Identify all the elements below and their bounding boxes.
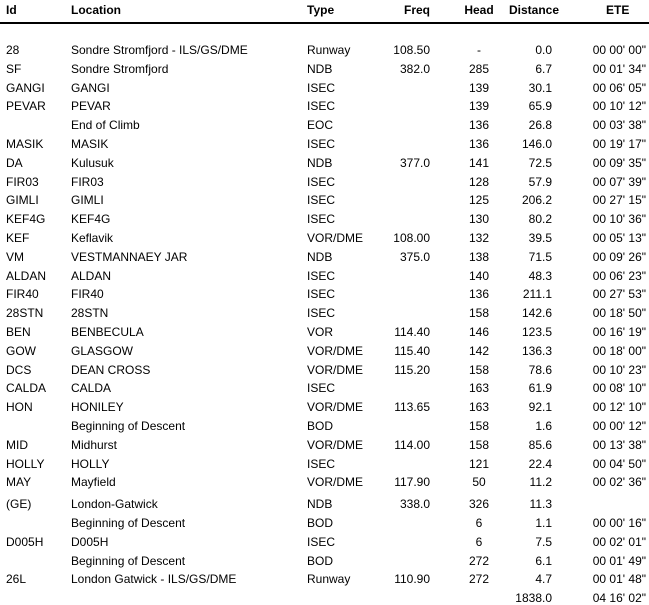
cell-location: GIMLI <box>71 193 104 208</box>
cell-ete: 00 18' 50" <box>592 306 646 321</box>
column-header-freq[interactable]: Freq <box>403 3 430 17</box>
cell-id: 28STN <box>6 306 44 321</box>
table-row[interactable] <box>0 135 649 154</box>
cell-id: BEN <box>6 324 31 339</box>
cell-location: HONILEY <box>71 400 124 415</box>
table-row[interactable] <box>0 533 649 552</box>
cell-distance: 206.2 <box>521 193 552 208</box>
cell-type: VOR/DME <box>307 230 364 245</box>
cell-ete: 00 18' 00" <box>592 343 646 358</box>
cell-id: SF <box>6 61 22 76</box>
cell-heading: 130 <box>468 212 490 227</box>
cell-freq: 113.65 <box>394 400 430 415</box>
cell-heading: 272 <box>468 553 490 568</box>
cell-heading: 139 <box>468 99 490 114</box>
table-row[interactable] <box>0 570 649 589</box>
cell-heading: 132 <box>468 230 490 245</box>
cell-type: VOR/DME <box>307 475 364 490</box>
cell-heading: 136 <box>468 118 490 133</box>
cell-type: VOR <box>307 324 334 339</box>
cell-heading: 272 <box>468 572 490 587</box>
cell-id: MAY <box>6 475 32 490</box>
cell-distance: 61.9 <box>528 381 552 396</box>
table-row[interactable] <box>0 191 649 210</box>
table-row[interactable] <box>0 285 649 304</box>
cell-type: ISEC <box>307 381 336 396</box>
cell-type: VOR/DME <box>307 400 364 415</box>
cell-location: Beginning of Descent <box>71 515 186 530</box>
cell-heading: 140 <box>468 268 490 283</box>
table-row[interactable] <box>0 60 649 79</box>
cell-location: Midhurst <box>71 437 118 452</box>
cell-heading: 326 <box>468 497 490 512</box>
cell-type: ISEC <box>307 456 336 471</box>
cell-heading: 125 <box>468 193 490 208</box>
table-row[interactable] <box>0 398 649 417</box>
table-row[interactable] <box>0 267 649 286</box>
table-row[interactable] <box>0 417 649 436</box>
cell-distance: 1.1 <box>535 515 552 530</box>
cell-heading: 139 <box>468 80 490 95</box>
cell-heading: 158 <box>468 437 490 452</box>
table-row[interactable] <box>0 342 649 361</box>
cell-type: BOD <box>307 515 334 530</box>
cell-location: Mayfield <box>71 475 116 490</box>
cell-freq: 114.00 <box>394 437 430 452</box>
cell-ete: 00 02' 01" <box>592 534 646 549</box>
cell-id: ALDAN <box>6 268 47 283</box>
cell-ete: 00 19' 17" <box>592 136 646 151</box>
cell-type: BOD <box>307 553 334 568</box>
table-row[interactable] <box>0 304 649 323</box>
column-header-ete[interactable]: ETE <box>606 3 630 17</box>
cell-ete: 00 02' 36" <box>592 475 646 490</box>
cell-freq: 375.0 <box>399 249 430 264</box>
cell-heading: 141 <box>468 155 490 170</box>
cell-location: DEAN CROSS <box>71 362 151 377</box>
cell-type: ISEC <box>307 174 336 189</box>
table-row[interactable] <box>0 79 649 98</box>
cell-heading: 142 <box>468 343 490 358</box>
cell-location: CALDA <box>71 381 112 396</box>
cell-distance: 142.6 <box>521 306 552 321</box>
table-row[interactable] <box>0 116 649 135</box>
cell-distance: 11.2 <box>529 475 552 490</box>
table-row[interactable] <box>0 323 649 342</box>
cell-id: PEVAR <box>6 99 46 114</box>
cell-location: HOLLY <box>71 456 110 471</box>
cell-id: KEF4G <box>6 212 46 227</box>
cell-ete: 00 01' 34" <box>592 61 646 76</box>
cell-freq: 110.90 <box>394 572 430 587</box>
cell-ete: 00 13' 38" <box>592 437 646 452</box>
cell-freq: 115.40 <box>394 343 430 358</box>
cell-location: VESTMANNAEY JAR <box>71 249 188 264</box>
cell-id: 26L <box>6 572 27 587</box>
cell-id: HOLLY <box>6 456 45 471</box>
cell-id: DA <box>6 155 23 170</box>
total-distance: 1838.0 <box>515 591 552 605</box>
cell-ete: 00 27' 15" <box>592 193 646 208</box>
cell-ete: 00 10' 23" <box>592 362 646 377</box>
cell-heading: 285 <box>468 61 490 76</box>
cell-location: GANGI <box>71 80 110 95</box>
cell-ete: 00 07' 39" <box>592 174 646 189</box>
cell-ete: 00 10' 12" <box>592 99 646 114</box>
cell-distance: 6.7 <box>535 61 552 76</box>
cell-ete: 00 16' 19" <box>592 324 646 339</box>
table-row[interactable] <box>0 361 649 380</box>
cell-location: FIR40 <box>71 287 104 302</box>
cell-location: GLASGOW <box>71 343 134 358</box>
cell-distance: 65.9 <box>528 99 552 114</box>
cell-distance: 6.1 <box>535 553 552 568</box>
cell-distance: 57.9 <box>528 174 552 189</box>
cell-freq: 108.50 <box>393 43 430 57</box>
cell-type: NDB <box>307 61 333 76</box>
cell-type: ISEC <box>307 287 336 302</box>
cell-type: Runway <box>307 43 351 57</box>
cell-type: ISEC <box>307 212 336 227</box>
cell-location: London Gatwick - ILS/GS/DME <box>71 572 237 587</box>
table-row[interactable] <box>0 210 649 229</box>
cell-location: 28STN <box>71 306 109 321</box>
cell-id: (GE) <box>6 497 32 512</box>
cell-distance: 80.2 <box>528 212 552 227</box>
cell-id: HON <box>6 400 33 415</box>
cell-id: GIMLI <box>6 193 39 208</box>
cell-id: GANGI <box>6 80 45 95</box>
table-row[interactable] <box>0 436 649 455</box>
cell-ete: 00 00' 12" <box>592 418 646 433</box>
cell-freq: 114.40 <box>394 324 430 339</box>
header-divider <box>0 22 649 24</box>
cell-type: ISEC <box>307 136 336 151</box>
table-row[interactable] <box>0 473 649 492</box>
cell-location: Beginning of Descent <box>71 418 186 433</box>
cell-distance: 85.6 <box>528 437 552 452</box>
cell-id: FIR03 <box>6 174 39 189</box>
cell-type: ISEC <box>307 193 336 208</box>
cell-location: PEVAR <box>71 99 111 114</box>
cell-location: End of Climb <box>71 118 140 133</box>
cell-distance: 92.1 <box>528 400 552 415</box>
cell-heading: 146 <box>468 324 490 339</box>
cell-ete: 00 05' 13" <box>592 230 646 245</box>
total-ete: 04 16' 02" <box>592 591 646 605</box>
cell-distance: 136.3 <box>521 343 552 358</box>
table-row[interactable] <box>0 173 649 192</box>
cell-location: Beginning of Descent <box>71 553 186 568</box>
cell-distance: 71.5 <box>528 249 552 264</box>
cell-heading: 158 <box>468 362 490 377</box>
cell-ete: 00 10' 36" <box>592 212 646 227</box>
cell-ete: 00 01' 49" <box>592 553 646 568</box>
cell-distance: 22.4 <box>528 456 552 471</box>
cell-freq: 377.0 <box>399 155 430 170</box>
table-row[interactable] <box>0 248 649 267</box>
table-row[interactable] <box>0 552 649 571</box>
table-row[interactable] <box>0 41 649 60</box>
cell-type: NDB <box>307 249 333 264</box>
cell-distance: 72.5 <box>528 155 552 170</box>
totals-row <box>0 589 649 605</box>
cell-distance: 39.5 <box>528 230 552 245</box>
cell-location: BENBECULA <box>71 324 144 339</box>
cell-type: NDB <box>307 155 333 170</box>
cell-ete: 00 03' 38" <box>592 118 646 133</box>
cell-distance: 211.1 <box>522 287 552 302</box>
cell-location: London-Gatwick <box>71 497 158 512</box>
table-row[interactable] <box>0 514 649 533</box>
cell-heading: 136 <box>468 287 490 302</box>
cell-type: NDB <box>307 497 333 512</box>
cell-id: D005H <box>6 534 44 549</box>
cell-id: VM <box>6 249 24 264</box>
cell-id: MID <box>6 437 28 452</box>
cell-heading: 6 <box>475 515 483 530</box>
cell-heading: 121 <box>468 456 490 471</box>
cell-ete: 00 09' 35" <box>592 155 646 170</box>
cell-distance: 123.5 <box>521 324 552 339</box>
cell-ete: 00 00' 16" <box>592 515 646 530</box>
cell-type: VOR/DME <box>307 362 364 377</box>
cell-heading: 128 <box>468 174 490 189</box>
cell-distance: 30.1 <box>528 80 552 95</box>
cell-id: FIR40 <box>6 287 39 302</box>
cell-location: D005H <box>71 534 109 549</box>
cell-type: VOR/DME <box>307 437 364 452</box>
cell-freq: 108.00 <box>393 230 430 245</box>
table-row[interactable] <box>0 97 649 116</box>
cell-location: Keflavik <box>71 230 114 245</box>
cell-id: CALDA <box>6 381 47 396</box>
table-row[interactable] <box>0 154 649 173</box>
cell-id: DCS <box>6 362 32 377</box>
cell-heading: 158 <box>468 418 490 433</box>
cell-type: VOR/DME <box>307 343 364 358</box>
cell-ete: 00 09' 26" <box>592 249 646 264</box>
cell-ete: 00 04' 50" <box>592 456 646 471</box>
cell-distance: 146.0 <box>521 136 552 151</box>
table-row[interactable] <box>0 455 649 474</box>
cell-heading: 6 <box>475 534 483 549</box>
cell-type: ISEC <box>307 80 336 95</box>
cell-location: MASIK <box>71 136 109 151</box>
cell-type: EOC <box>307 118 334 133</box>
cell-heading: 50 <box>472 475 486 490</box>
cell-heading: 163 <box>468 381 490 396</box>
flight-plan-table <box>0 37 649 605</box>
cell-distance: 7.5 <box>535 534 552 549</box>
cell-type: ISEC <box>307 268 336 283</box>
cell-type: Runway <box>307 572 351 587</box>
cell-ete: 00 27' 53" <box>592 287 646 302</box>
cell-distance: 0.0 <box>535 43 552 57</box>
cell-location: FIR03 <box>71 174 104 189</box>
cell-distance: 4.7 <box>535 572 552 587</box>
table-header <box>0 0 649 22</box>
cell-id: GOW <box>6 343 36 358</box>
cell-distance: 26.8 <box>528 118 552 133</box>
cell-id: KEF <box>6 230 30 245</box>
cell-distance: 1.6 <box>535 418 552 433</box>
cell-type: ISEC <box>307 99 336 114</box>
table-row[interactable] <box>0 229 649 248</box>
cell-heading: 138 <box>468 249 490 264</box>
cell-ete: 00 12' 10" <box>592 400 646 415</box>
cell-heading: 163 <box>468 400 490 415</box>
table-row[interactable] <box>0 379 649 398</box>
cell-heading: 136 <box>468 136 490 151</box>
cell-location: Kulusuk <box>71 155 114 170</box>
cell-ete: 00 06' 05" <box>592 80 646 95</box>
cell-distance: 78.6 <box>528 362 552 377</box>
cell-ete: 00 00' 00" <box>592 43 646 57</box>
cell-ete: 00 08' 10" <box>592 381 646 396</box>
cell-location: KEF4G <box>71 212 111 227</box>
cell-type: BOD <box>307 418 334 433</box>
cell-freq: 117.90 <box>394 475 430 490</box>
column-header-id[interactable]: Id <box>6 3 17 17</box>
cell-id: 28 <box>6 43 20 57</box>
cell-heading: 158 <box>468 306 490 321</box>
column-header-heading[interactable]: Head <box>464 3 494 17</box>
cell-location: Sondre Stromfjord <box>71 61 169 76</box>
cell-id: MASIK <box>6 136 44 151</box>
cell-ete: 00 06' 23" <box>592 268 646 283</box>
cell-freq: 382.0 <box>399 61 430 76</box>
column-header-distance[interactable]: Distance <box>509 3 560 17</box>
cell-heading: - <box>477 43 481 57</box>
cell-distance: 48.3 <box>528 268 552 283</box>
cell-location: ALDAN <box>71 268 112 283</box>
column-header-location[interactable]: Location <box>71 3 121 17</box>
cell-type: ISEC <box>307 306 336 321</box>
table-row[interactable] <box>0 495 649 514</box>
column-header-type[interactable]: Type <box>307 3 335 17</box>
cell-ete: 00 01' 48" <box>592 572 646 587</box>
cell-distance: 11.3 <box>529 497 552 512</box>
cell-location: Sondre Stromfjord - ILS/GS/DME <box>71 43 248 57</box>
cell-type: ISEC <box>307 534 336 549</box>
cell-freq: 115.20 <box>394 362 430 377</box>
cell-freq: 338.0 <box>399 497 430 512</box>
